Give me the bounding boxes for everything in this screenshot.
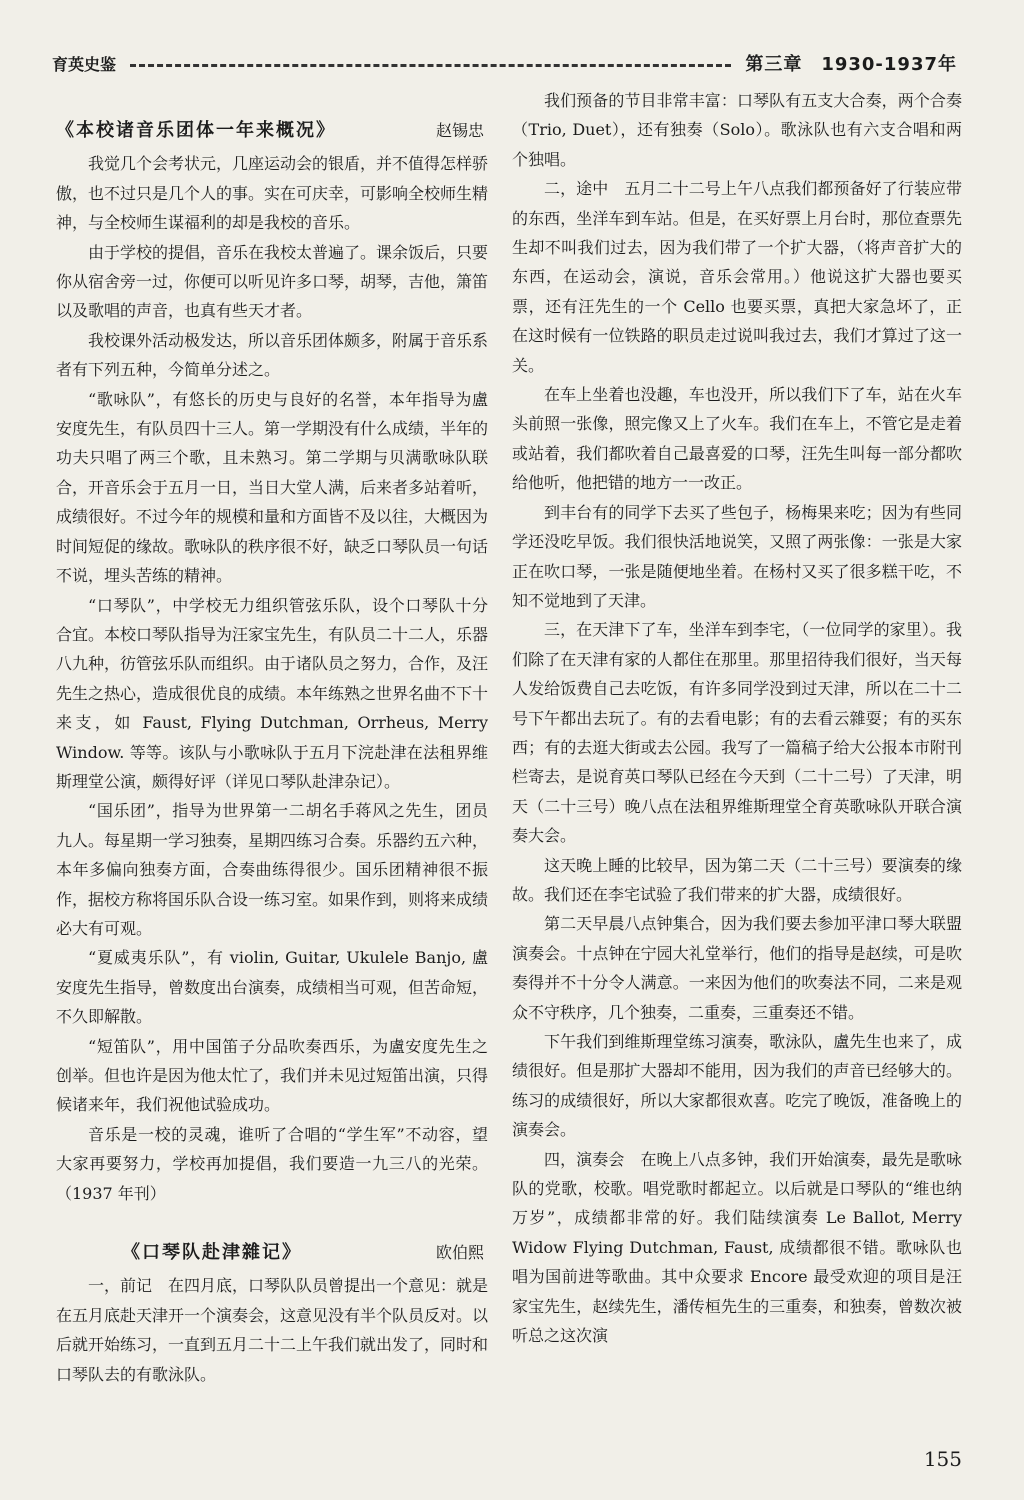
- left-column: [56, 86, 488, 1389]
- article2-heading: [56, 1238, 488, 1267]
- article1-heading: [56, 116, 488, 145]
- article2-title: 《口琴队赴津雜记》: [122, 1242, 302, 1264]
- article1-author: 赵锡忠: [435, 121, 484, 140]
- article1-title: 《本校诸音乐团体一年来概况》: [56, 120, 336, 141]
- article1-paragraph: 音乐是一校的灵魂，谁听了合唱的“学生军”不动容，望大家再要努力，学校再加提倡，我们要造一九三八的光荣。（1937 年刊）: [56, 1124, 488, 1203]
- article1-body: [56, 149, 488, 1208]
- article1-paragraph: “国乐团”，指导为世界第一二胡名手蒋风之先生，团员九人。每星期一学习独奏，星期四练习合奏。乐器约五六种，本年多偏向独奏方面，合奏曲练得很少。国乐团精神很不振作，据校方称将国乐队合设一练习室。如果作到，则将来成绩必大有可观。: [56, 801, 489, 938]
- article1-paragraph: 我觉几个会考状元，几座运动会的银盾，并不值得怎样骄傲，也不过只是几个人的事。实在可庆幸，可影响全校师生精神，与全校师生谋福利的却是我校的音乐。: [56, 154, 489, 233]
- article2-paragraph: 在车上坐着也没趣，车也没开，所以我们下了车，站在火车头前照一张像，照完像又上了火车。我们在车上，不管它是走着或站着，我们都吹着自己最喜爱的口琴，汪先生叫每一部分都吹给他听，他把错的地方一一改正。: [512, 385, 962, 493]
- article2-body-left: [56, 1271, 488, 1389]
- running-header: [52, 50, 957, 76]
- article2-paragraph: 下午我们到维斯理堂练习演奏，歌泳队，盧先生也来了，成绩很好。但是那扩大器却不能用，因为我们的声音已经够大的。练习的成绩很好，所以大家都很欢喜。吃完了晚饭，准备晚上的演奏会。: [512, 1032, 962, 1140]
- article1-paragraph: 由于学校的提倡，音乐在我校太普遍了。课余饭后，只要你从宿舍旁一过，你便可以听见许多口琴，胡琴，吉他，箫笛以及歌唱的声音，也真有些天才者。: [56, 242, 489, 321]
- article1-paragraph: “歌咏队”，有悠长的历史与良好的名誉，本年指导为盧安度先生，有队员四十三人。第一学期没有什么成绩，半年的功夫只唱了两三个歌，且未熟习。第二学期与贝满歌咏队联合，开音乐会于五月一日，当日大堂人满，后来者多站着听，成绩很好。不过今年的规模和量和方面皆不及以往，大概因为时间短促的缘故。歌咏队的秩序很不好，缺乏口琴队员一句话不说，埋头苦练的精神。: [56, 389, 489, 586]
- article2-paragraph: 到丰台有的同学下去买了些包子，杨梅果来吃；因为有些同学还没吃早饭。我们很快活地说笑，又照了两张像：一张是大家正在吹口琴，一张是随便地坐着。在杨村又买了很多糕干吃，不知不觉地到了天津。: [512, 502, 962, 610]
- article2-paragraph: 三，在天津下了车，坐洋车到李宅，（一位同学的家里）。我们除了在天津有家的人都住在那里。那里招待我们很好，当天每人发给饭费自己去吃饭，有许多同学没到过天津，所以在二十二号下午都出去玩了。有的去看电影；有的去看云雜耍；有的买东西；有的去逛大街或去公园。我写了一篇稿子给大公报本市附刊栏寄去，是说育英口琴队已经在今天到（二十二号）了天津，明天（二十三号）晚八点在法租界维斯理堂仝育英歌咏队开联合演奏大会。: [512, 620, 962, 846]
- header-dashed-rule: [130, 64, 731, 67]
- chapter-title: 第三章 1930-1937年: [745, 54, 957, 75]
- article2-paragraph: 二，途中 五月二十二号上午八点我们都预备好了行装应带的东西，坐洋车到车站。但是，在买好票上月台时，那位查票先生却不叫我们过去，因为我们带了一个扩大器，（将声音扩大的东西，在运动会，演说，音乐会常用。）他说这扩大器也要买票，还有汪先生的一个 Cello 也要买票，真把大家急坏了，正在这时候有一位铁路的职员走过说叫我过去，我们才算过了这一关。: [512, 179, 962, 375]
- article2-paragraph: 这天晚上睡的比较早，因为第二天（二十三号）要演奏的缘故。我们还在李宅试验了我们带来的扩大器，成绩很好。: [512, 855, 962, 904]
- article2-body-right: [512, 86, 962, 1350]
- page-number: 155: [923, 1447, 962, 1471]
- article2-paragraph: 第二天早晨八点钟集合，因为我们要去参加平津口琴大联盟演奏会。十点钟在宁园大礼堂举行，他们的指导是赵续，可是吹奏得并不十分令人满意。一来因为他们的吹奏法不同，二来是观众不守秩序，几个独奏，二重奏，三重奏还不错。: [512, 914, 962, 1022]
- article1-paragraph: “夏威夷乐队”，有 violin, Guitar, Ukulele Banjo, 盧安度先生指导，曾数度出台演奏，成绩相当可观，但苦命短，不久即解散。: [56, 948, 489, 1027]
- right-column: [512, 86, 962, 1350]
- article1-paragraph: “口琴队”，中学校无力组织管弦乐队，设个口琴队十分合宜。本校口琴队指导为汪家宝先生，有队员二十二人，乐器八九种，彷管弦乐队而组织。由于诸队员之努力，合作，及汪先生之热心，造成很优良的成绩。本年练熟之世界名曲不下十来支，如 Faust, Flying Dutchman, Orrheus, Merry Window. 等等。该队与小歌咏队于五月下浣赴津在法租界维斯理堂公演，颇得好评（详见口琴队赴津杂记）。: [56, 595, 489, 791]
- book-title: 育英史鉴: [52, 54, 117, 74]
- article2-author: 欧伯熙: [435, 1243, 484, 1263]
- article1-paragraph: 我校课外活动极发达，所以音乐团体颇多，附属于音乐系者有下列五种，今简单分述之。: [56, 330, 489, 380]
- article1-paragraph: “短笛队”，用中国笛子分品吹奏西乐，为盧安度先生之创举。但也许是因为他太忙了，我们并未见过短笛出演，只得候诸来年，我们祝他试验成功。: [56, 1036, 489, 1115]
- article2-paragraph: 一，前记 在四月底，口琴队队员曾提出一个意见：就是在五月底赴天津开一个演奏会，这意见没有半个队员反对。以后就开始练习，一直到五月二十二上午我们就出发了，同时和口琴队去的有歌泳队。: [56, 1276, 489, 1384]
- article2-paragraph: 我们预备的节目非常丰富：口琴队有五支大合奏，两个合奏（Trio, Duet），还有独奏（Solo）。歌泳队也有六支合唱和两个独唱。: [512, 91, 962, 169]
- article2-paragraph: 四，演奏会 在晚上八点多钟，我们开始演奏，最先是歌咏队的党歌，校歌。唱党歌时都起立。以后就是口琴队的“维也纳万岁”，成绩都非常的好。我们陆续演奏 Le Ballot, Merry Widow Flying Dutchman, Faust, 成绩都很不错。歌咏队也唱为国前进等歌曲。其中众要求 Encore 最受欢迎的项目是汪家宝先生，赵续先生，潘传桓先生的三重奏，和独奏，曾数次被听总之这次演: [512, 1149, 962, 1346]
